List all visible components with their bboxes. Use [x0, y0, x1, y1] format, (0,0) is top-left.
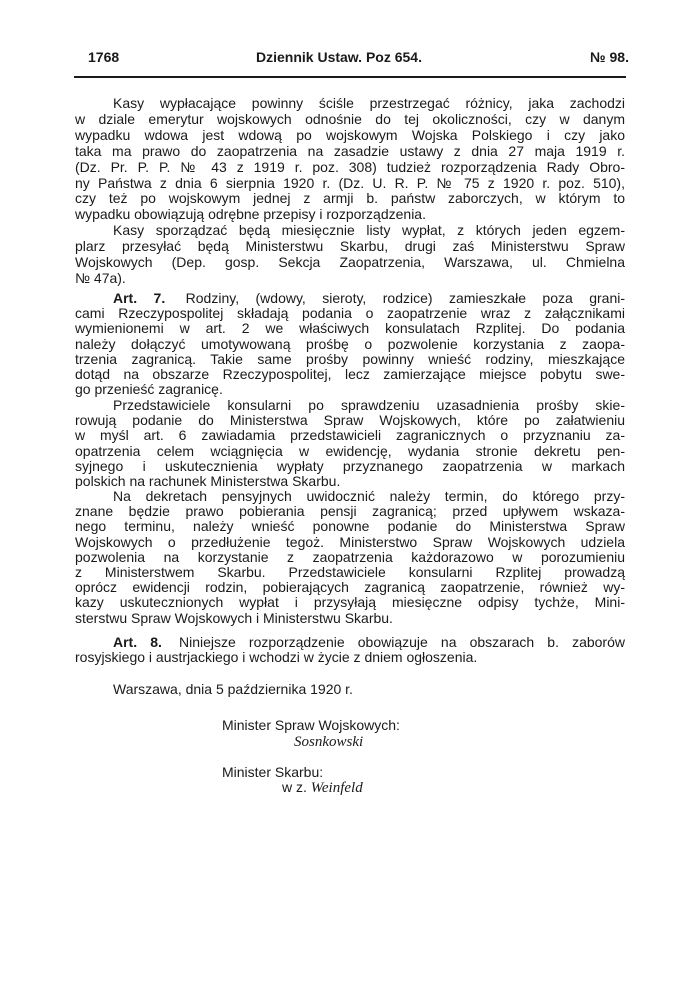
text-line	[75, 366, 625, 382]
text-line	[75, 443, 625, 459]
text-line-content: wymienionemi w art. 2 we właściwych konsulatach Rzplitej. Do podania	[75, 320, 625, 337]
text-line-content: cami Rzeczypospolitej składają podania o zaopatrzenie wraz z załącznikami	[75, 305, 625, 322]
text-line-content: syjnego i uskutecznienia wypłaty przyznanego zaopatrzenia w markach	[75, 457, 625, 474]
text-line-content: pozwolenia na korzystanie z zaopatrzenia każdorazowo w porozumieniu	[75, 548, 625, 565]
text-line-content: należy dołączyć umotywowaną prośbę o pozwolenie korzystania z zaopa-	[75, 335, 625, 352]
text-line	[75, 351, 625, 367]
text-line-content: Na dekretach pensyjnych uwidocznić należy termin, do którego przy-	[113, 488, 625, 504]
text-line-content: wypadku obowiązują odrębne przepisy i rozporządzenia.	[75, 206, 426, 223]
text-line	[75, 594, 625, 610]
text-line-content: № 47a).	[75, 269, 126, 286]
text-line	[75, 610, 625, 626]
text-line	[75, 111, 625, 127]
minister2-title: Minister Skarbu:	[222, 764, 324, 780]
header-rule	[74, 76, 626, 78]
text-line-content: go przenieść zagranicę.	[75, 381, 223, 398]
text-line	[113, 488, 625, 504]
text-line	[75, 175, 625, 191]
text-line-content: w myśl art. 6 zawiadamia przedstawicieli zagranicznych o przyznaniu za-	[75, 427, 625, 444]
minister2-prefix: w z.	[282, 779, 307, 795]
text-line-content: Przedstawiciele konsularni po sprawdzeniu uzasadnienia prośby skie-	[113, 397, 625, 413]
text-line	[113, 95, 625, 111]
article-label: Art. 7.	[113, 290, 166, 306]
text-line	[75, 190, 625, 206]
text-line-content: dotąd na obszarze Rzeczypospolitej, lecz zamierzające miejsce pobytu swe-	[75, 366, 625, 382]
text-line	[75, 270, 625, 286]
text-line-content: taka ma prawo do zaopatrzenia na zasadzie ustawy z dnia 27 maja 1919 r.	[75, 142, 625, 159]
minister2-signature: Weinfeld	[310, 780, 363, 796]
text-line	[75, 238, 625, 254]
text-line	[75, 518, 625, 534]
text-line-content: Rodziny, (wdowy, sieroty, rodzice) zamieszkałe poza grani-	[185, 290, 625, 306]
text-line-content: Kasy wypłacające powinny ściśle przestrzegać różnicy, jaka zachodzi	[113, 95, 625, 111]
text-line-content: (Dz. Pr. P. P. № 43 z 1919 r. poz. 308) tudzież rozporządzenia Rady Obro-	[75, 158, 625, 175]
text-line	[75, 473, 625, 489]
date-line: Warszawa, dnia 5 października 1920 r.	[113, 681, 353, 697]
text-line-content: polskich na rachunek Ministerstwa Skarbu.	[75, 473, 341, 489]
text-line-content: rowują podanie do Ministerstwa Spraw Wojskowych, które po załatwieniu	[75, 412, 625, 429]
text-line	[75, 381, 625, 397]
text-line	[113, 290, 625, 306]
text-line	[113, 397, 625, 413]
text-line	[75, 534, 625, 550]
text-line	[75, 254, 625, 270]
text-line	[75, 412, 625, 428]
text-line-content: kazy uskutecznionych wypłat i przysyłają miesięczne odpisy tychże, Mini-	[75, 594, 625, 611]
text-line	[75, 503, 625, 519]
text-line-content: Wojskowych (Dep. gosp. Sekcja Zaopatrzenia, Warszawa, ul. Chmielna	[75, 253, 625, 270]
text-line	[75, 649, 625, 665]
minister1-title: Minister Spraw Wojskowych:	[222, 717, 400, 733]
text-line	[75, 564, 625, 580]
text-line-content: w dziale emerytur wojskowych odnośnie do tej okoliczności, czy w danym	[75, 110, 625, 127]
text-line-content: nego terminu, należy wnieść ponowne podanie do Ministerstwa Spraw	[75, 518, 625, 535]
text-line-content: Kasy sporządzać będą miesięcznie listy wypłat, z których jeden egzem-	[113, 222, 625, 238]
text-line-content: sterstwu Spraw Wojskowych i Ministerstwu Skarbu.	[75, 609, 393, 626]
text-line	[75, 305, 625, 321]
minister1-signature: Sosnkowski	[294, 734, 364, 750]
text-line-content: oprócz ewidencji rodzin, pobierających zagranicą zaopatrzenie, również wy-	[75, 579, 625, 596]
text-line	[75, 206, 625, 222]
text-line-content: czy też po wojskowym jednej z armji b. państw zaborczych, w którym to	[75, 190, 625, 207]
text-line-content: Wojskowych o przedłużenie tegoż. Ministerstwo Spraw Wojskowych udziela	[75, 533, 625, 550]
text-line-content: znane będzie prawo pobierania pensji zagranicą; przed upływem wskaza-	[75, 503, 625, 520]
text-line	[75, 336, 625, 352]
text-line-content: opatrzenia celem wciągnięcia w ewidencję, wydania stronie dekretu pen-	[75, 442, 625, 459]
text-line-content: ny Państwa z dnia 6 sierpnia 1920 r. (Dz. U. R. P. № 75 z 1920 r. poz. 510),	[75, 174, 625, 191]
article-label: Art. 8.	[113, 634, 162, 650]
text-line-content: plarz przesyłać będą Ministerstwu Skarbu, drugi zaś Ministerstwu Spraw	[75, 237, 625, 254]
text-line-content: Niniejsze rozporządzenie obowiązuje na obszarach b. zaborów	[179, 634, 625, 650]
text-line	[75, 320, 625, 336]
text-line-content: trzenia zagranicą. Takie same prośby powinny wnieść rodziny, mieszkające	[75, 350, 625, 367]
text-line	[75, 159, 625, 175]
text-line	[75, 127, 625, 143]
text-line-content: z Ministerstwem Skarbu. Przedstawiciele konsularni Rzplitej prowadzą	[75, 564, 625, 580]
text-line	[75, 549, 625, 565]
minister2-signature-line	[282, 779, 363, 796]
text-line	[113, 222, 625, 238]
text-line	[75, 143, 625, 159]
page-number: 1768	[88, 49, 120, 65]
text-line	[75, 458, 625, 474]
journal-title: Dziennik Ustaw. Poz 654.	[256, 49, 422, 65]
text-line	[75, 579, 625, 595]
text-line-content: rosyjskiego i austrjackiego i wchodzi w życie z dniem ogłoszenia.	[75, 648, 478, 665]
text-line	[75, 427, 625, 443]
issue-number: № 98.	[590, 49, 629, 65]
text-line-content: wypadku wdowa jest wdową po wojskowym Wojska Polskiego i czy jako	[75, 126, 625, 143]
